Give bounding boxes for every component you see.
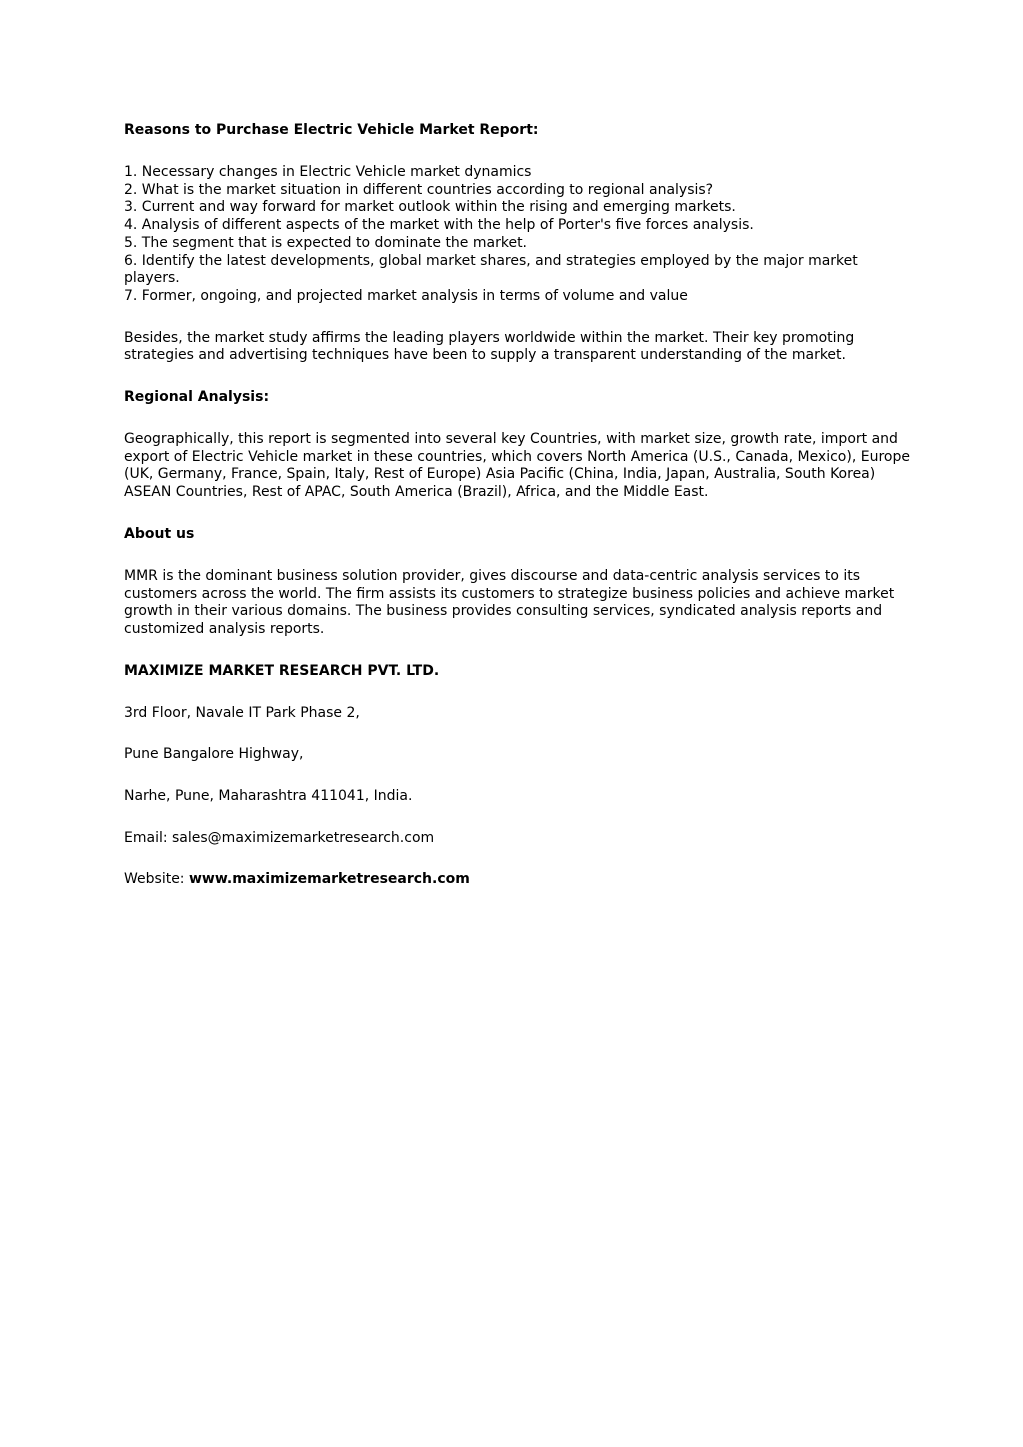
about-heading: About us bbox=[124, 525, 195, 542]
website-link[interactable]: www.maximizemarketresearch.com bbox=[188, 871, 470, 888]
address-line-3: Narhe, Pune, Maharashtra 411041, India. bbox=[124, 788, 413, 805]
address-line-2: Pune Bangalore Highway, bbox=[124, 746, 304, 763]
regional-paragraph: Geographically, this report is segmented into several key Countries, with market size, growth rate, import and export of Electric Vehicle market in these countries, which covers North America (U.S., Canada, Mexico), Europe (UK, Germany, France, Spain, Italy, Rest of Europe) Asia Pacific (China, India, Japan, Australia, South Korea) ASEAN Countries, Rest of APAC, South America (Brazil), Africa, and the Middle East. bbox=[124, 431, 910, 501]
email-line: Email: sales@maximizemarketresearch.com bbox=[124, 829, 435, 846]
reasons-list bbox=[124, 164, 914, 306]
about-paragraph: MMR is the dominant business solution provider, gives discourse and data-centric analysis services to its customers across the world. The firm assists its customers to strategize business policies and achieve market growth in their various domains. The business provides consulting services, syndicated analysis reports and customized analysis reports. bbox=[124, 567, 895, 637]
besides-paragraph: Besides, the market study affirms the leading players worldwide within the market. Their key promoting strategies and advertising techniques have been to supply a transparent understanding of the market. bbox=[124, 329, 855, 364]
list-item: 5. The segment that is expected to dominate the market. bbox=[124, 234, 528, 251]
company-name: MAXIMIZE MARKET RESEARCH PVT. LTD. bbox=[124, 662, 440, 679]
list-item: 4. Analysis of different aspects of the market with the help of Porter's five forces analysis. bbox=[124, 217, 754, 234]
list-item: 1. Necessary changes in Electric Vehicle market dynamics bbox=[124, 164, 532, 180]
website-line bbox=[124, 871, 914, 889]
list-item: 7. Former, ongoing, and projected market analysis in terms of volume and value bbox=[124, 287, 688, 304]
list-item: 3. Current and way forward for market outlook within the rising and emerging markets. bbox=[124, 199, 736, 216]
document-page bbox=[124, 122, 914, 889]
regional-heading: Regional Analysis: bbox=[124, 389, 270, 406]
list-item: 6. Identify the latest developments, global market shares, and strategies employed by the major market players. bbox=[124, 252, 858, 287]
website-label: Website: bbox=[124, 871, 189, 888]
reasons-heading: Reasons to Purchase Electric Vehicle Market Report: bbox=[124, 122, 539, 138]
address-line-1: 3rd Floor, Navale IT Park Phase 2, bbox=[124, 704, 360, 721]
list-item: 2. What is the market situation in different countries according to regional analysis? bbox=[124, 181, 714, 198]
